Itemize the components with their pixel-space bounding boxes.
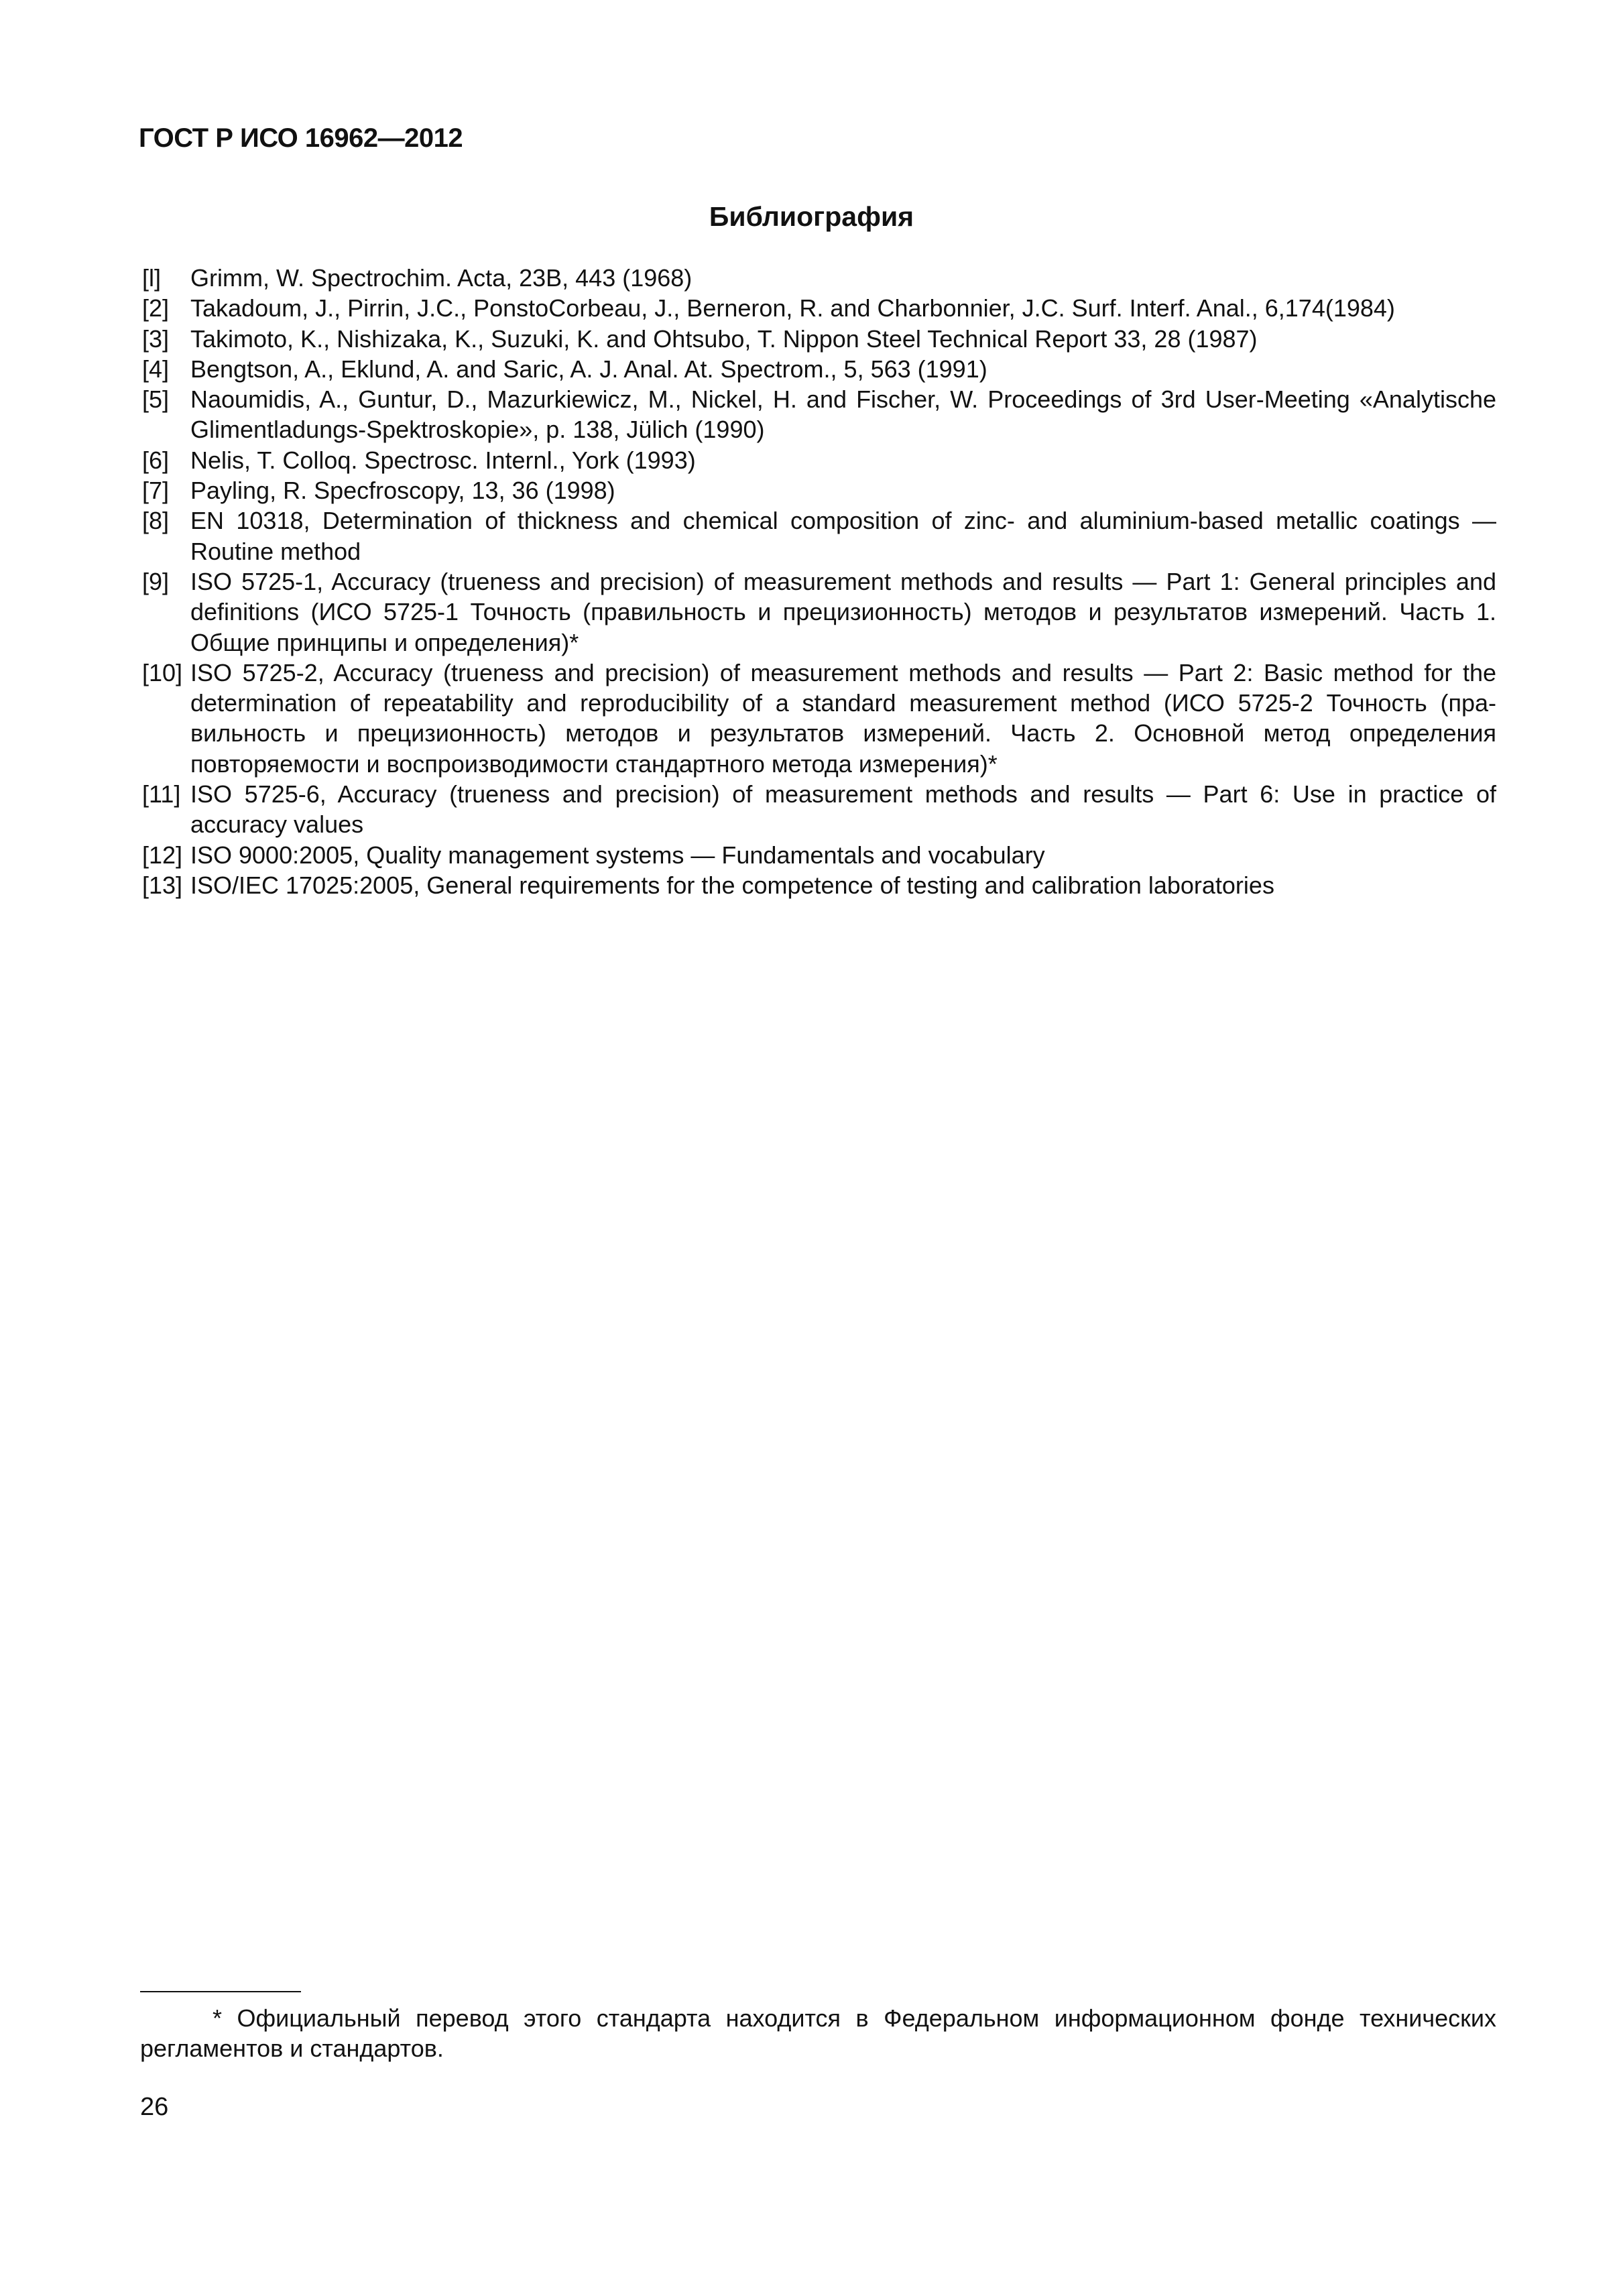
- bibliography-entry-number: [9]: [142, 567, 170, 595]
- standard-id-header: ГОСТ Р ИСО 16962—2012: [139, 123, 463, 153]
- bibliography-entry-text: ISO/IEC 17025:2005, General requirements for the competence of testing and calibration laboratories: [190, 871, 1274, 899]
- bibliography-entry: [142, 840, 1496, 870]
- bibliography-entry: [142, 445, 1496, 475]
- bibliography-entry-number: [7]: [142, 477, 170, 505]
- footnote-divider: [140, 1991, 301, 1992]
- bibliography-entry-text: ISO 5725-1, Accuracy (trueness and precision) of measurement methods and results — Part 1: General principles and definitions (ИСО 5725-1 Точность (правильность и прецизионность) методов и результатов измерений. Часть 1. Общие принципы и определения)*: [190, 567, 1496, 656]
- bibliography-entry-text: ISO 5725-6, Accuracy (trueness and precision) of measurement methods and results — Part 6: Use in practice of accuracy values: [190, 780, 1496, 839]
- bibliography-entry-number: [6]: [142, 446, 170, 474]
- bibliography-entry: [142, 779, 1496, 840]
- bibliography-entry: [142, 263, 1496, 293]
- bibliography-entry: [142, 384, 1496, 445]
- bibliography-entry-number: [13]: [142, 871, 183, 899]
- bibliography-entry-text: ISO 9000:2005, Quality management systems — Fundamentals and vocabulary: [190, 841, 1045, 869]
- bibliography-entry-text: Grimm, W. Spectrochim. Acta, 23B, 443 (1968): [190, 264, 693, 292]
- bibliography-entry: [142, 505, 1496, 566]
- bibliography-entry-number: [5]: [142, 385, 170, 414]
- bibliography-entry: [142, 293, 1496, 323]
- bibliography-entry-text: Bengtson, A., Eklund, A. and Saric, A. J. Anal. At. Spectrom., 5, 563 (1991): [190, 355, 987, 383]
- bibliography-entry-number: [11]: [142, 780, 181, 808]
- page-number: 26: [140, 2093, 169, 2121]
- bibliography-entry-text: Nelis, T. Colloq. Spectrosc. Internl., York (1993): [190, 446, 696, 474]
- bibliography-entry-text: Naoumidis, A., Guntur, D., Mazurkiewicz, M., Nickel, H. and Fischer, W. Proceedings of 3rd User-Meeting «Analytische Glimentladungs-Spektroskopie», p. 138, Jülich (1990): [190, 385, 1496, 444]
- bibliography-entry: [142, 566, 1496, 658]
- bibliography-entry: [142, 870, 1496, 900]
- section-title: Библиография: [709, 201, 914, 232]
- bibliography-entry-text: Payling, R. Specfroscopy, 13, 36 (1998): [190, 477, 615, 505]
- bibliography-entry-text: EN 10318, Determination of thickness and chemical composition of zinc- and aluminium-based metallic coatings — Routine method: [190, 507, 1496, 565]
- bibliography-entry-text: Takimoto, K., Nishizaka, K., Suzuki, K. and Ohtsubo, T. Nippon Steel Technical Report 33, 28 (1987): [190, 324, 1258, 353]
- footnote: * Официальный перевод этого стандарта находится в Федеральном информационном фонде технических регламентов и стандартов.: [140, 2004, 1496, 2062]
- bibliography-entry-number: [2]: [142, 294, 170, 322]
- bibliography-entry: [142, 475, 1496, 505]
- bibliography-entry: [142, 324, 1496, 354]
- bibliography-entry-number: [8]: [142, 507, 170, 535]
- bibliography-entry-number: [12]: [142, 841, 183, 869]
- bibliography-entry-number: [10]: [142, 658, 183, 686]
- bibliography-entry: [142, 658, 1496, 779]
- bibliography-entry-number: [3]: [142, 324, 170, 353]
- bibliography-list: [142, 263, 1496, 900]
- bibliography-entry-text: Takadoum, J., Pirrin, J.C., PonstoCorbeau, J., Berneron, R. and Charbonnier, J.C. Surf. Interf. Anal., 6,174(1984): [190, 294, 1395, 322]
- bibliography-entry-text: ISO 5725-2, Accuracy (trueness and precision) of measurement methods and results — Part 2: Basic method for the determination of repeatability and reproducibility of a standard measurement method (ИСО 5725-2 Точность (правильность и прецизионность) методов и результатов измерений. Часть 2. Основной метод определения повторяемости и воспроизводимости стандартного метода измерения)*: [190, 658, 1496, 778]
- bibliography-entry-number: [l]: [142, 264, 162, 292]
- bibliography-entry-number: [4]: [142, 355, 170, 383]
- bibliography-entry: [142, 354, 1496, 384]
